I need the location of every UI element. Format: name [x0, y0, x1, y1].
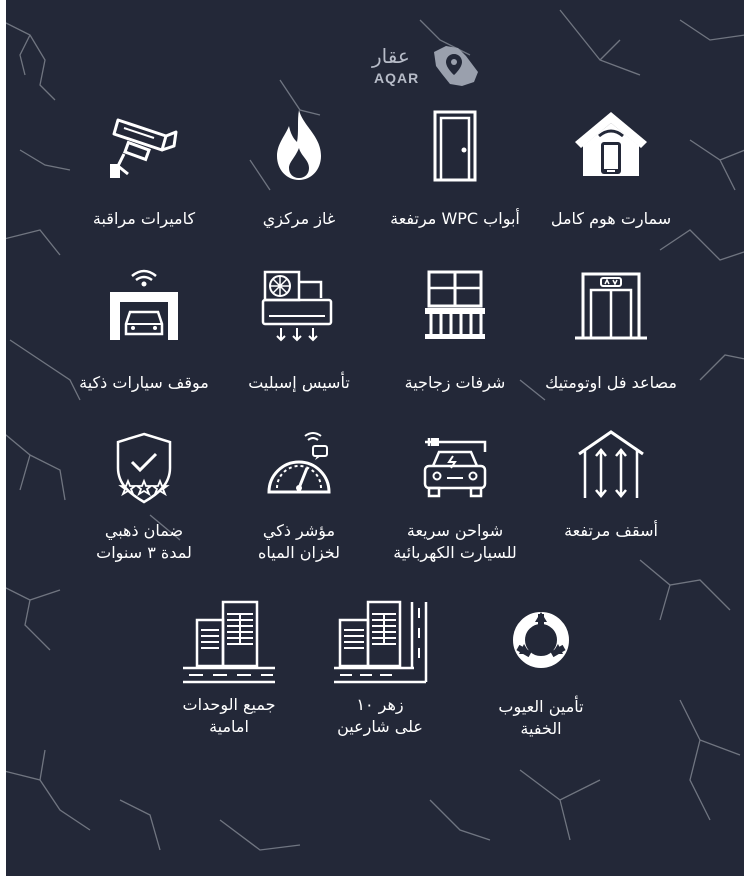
feature-smart-parking: [54, 268, 234, 394]
feature-label-line2: لمدة ٣ سنوات: [96, 543, 192, 562]
feature-elevators: [521, 268, 701, 394]
feature-label: موقف سيارات ذكية: [79, 373, 209, 392]
door-icon: [415, 106, 495, 186]
feature-label-line2: على شارعين: [337, 717, 423, 736]
smart-parking-icon: [104, 268, 184, 348]
feature-label-line2: لخزان المياه: [258, 543, 340, 562]
feature-smart-home: [521, 106, 701, 230]
feature-smart-water-gauge: [209, 428, 389, 564]
feature-golden-warranty: [54, 428, 234, 564]
right-edge-strip: [744, 0, 750, 876]
saudi-map-pin-icon: [428, 42, 482, 90]
feature-front-units: [139, 598, 319, 738]
brand-name-english: AQAR: [374, 70, 420, 86]
feature-glass-balconies: [365, 268, 545, 394]
gas-flame-icon: [259, 106, 339, 186]
elevator-icon: [571, 268, 651, 348]
left-edge-strip: [0, 0, 6, 876]
feature-split-ac: [209, 268, 389, 394]
brand-logo: [360, 40, 490, 100]
front-building-icon: [179, 598, 279, 684]
glass-balcony-icon: [415, 268, 495, 348]
feature-label: تأمين العيوب: [498, 697, 584, 716]
feature-label: غاز مركزي: [262, 209, 336, 228]
ev-charger-icon: [415, 428, 495, 508]
security-camera-icon: [104, 106, 184, 186]
corner-building-icon: [330, 598, 430, 684]
feature-label-line2: امامية: [209, 717, 249, 736]
feature-label: أسقف مرتفعة: [564, 521, 658, 540]
feature-label: مصاعد فل اوتومتيك: [545, 373, 677, 392]
feature-label: ضمان ذهبي: [104, 521, 184, 540]
feature-label: شواحن سريعة: [406, 521, 504, 540]
feature-wpc-doors: [365, 106, 545, 230]
feature-label: مؤشر ذكي: [262, 521, 336, 540]
feature-label: زهر ١٠: [356, 695, 404, 714]
high-ceiling-icon: [571, 428, 651, 508]
feature-label-line2: الخفية: [520, 719, 562, 738]
brand-name-arabic: عقار: [372, 44, 410, 68]
feature-label: سمارت هوم كامل: [550, 209, 672, 228]
feature-label: شرفات زجاجية: [404, 373, 506, 392]
split-ac-icon: [259, 268, 339, 348]
feature-hidden-defects-insurance: [451, 598, 631, 740]
feature-label-line2: للسيارت الكهربائية: [393, 543, 517, 562]
smart-gauge-icon: [259, 428, 339, 508]
feature-ev-chargers: [365, 428, 545, 564]
feature-label: تأسيس إسبليت: [248, 373, 350, 392]
warranty-shield-icon: [104, 428, 184, 508]
feature-central-gas: [209, 106, 389, 230]
smart-home-icon: [571, 106, 651, 186]
feature-label: جميع الوحدات: [182, 695, 276, 714]
feature-label: أبواب WPC مرتفعة: [390, 209, 520, 228]
insurance-ring-icon: [501, 598, 581, 678]
feature-label: كاميرات مراقبة: [92, 209, 196, 228]
feature-cctv: [54, 106, 234, 230]
feature-high-ceilings: [521, 428, 701, 542]
